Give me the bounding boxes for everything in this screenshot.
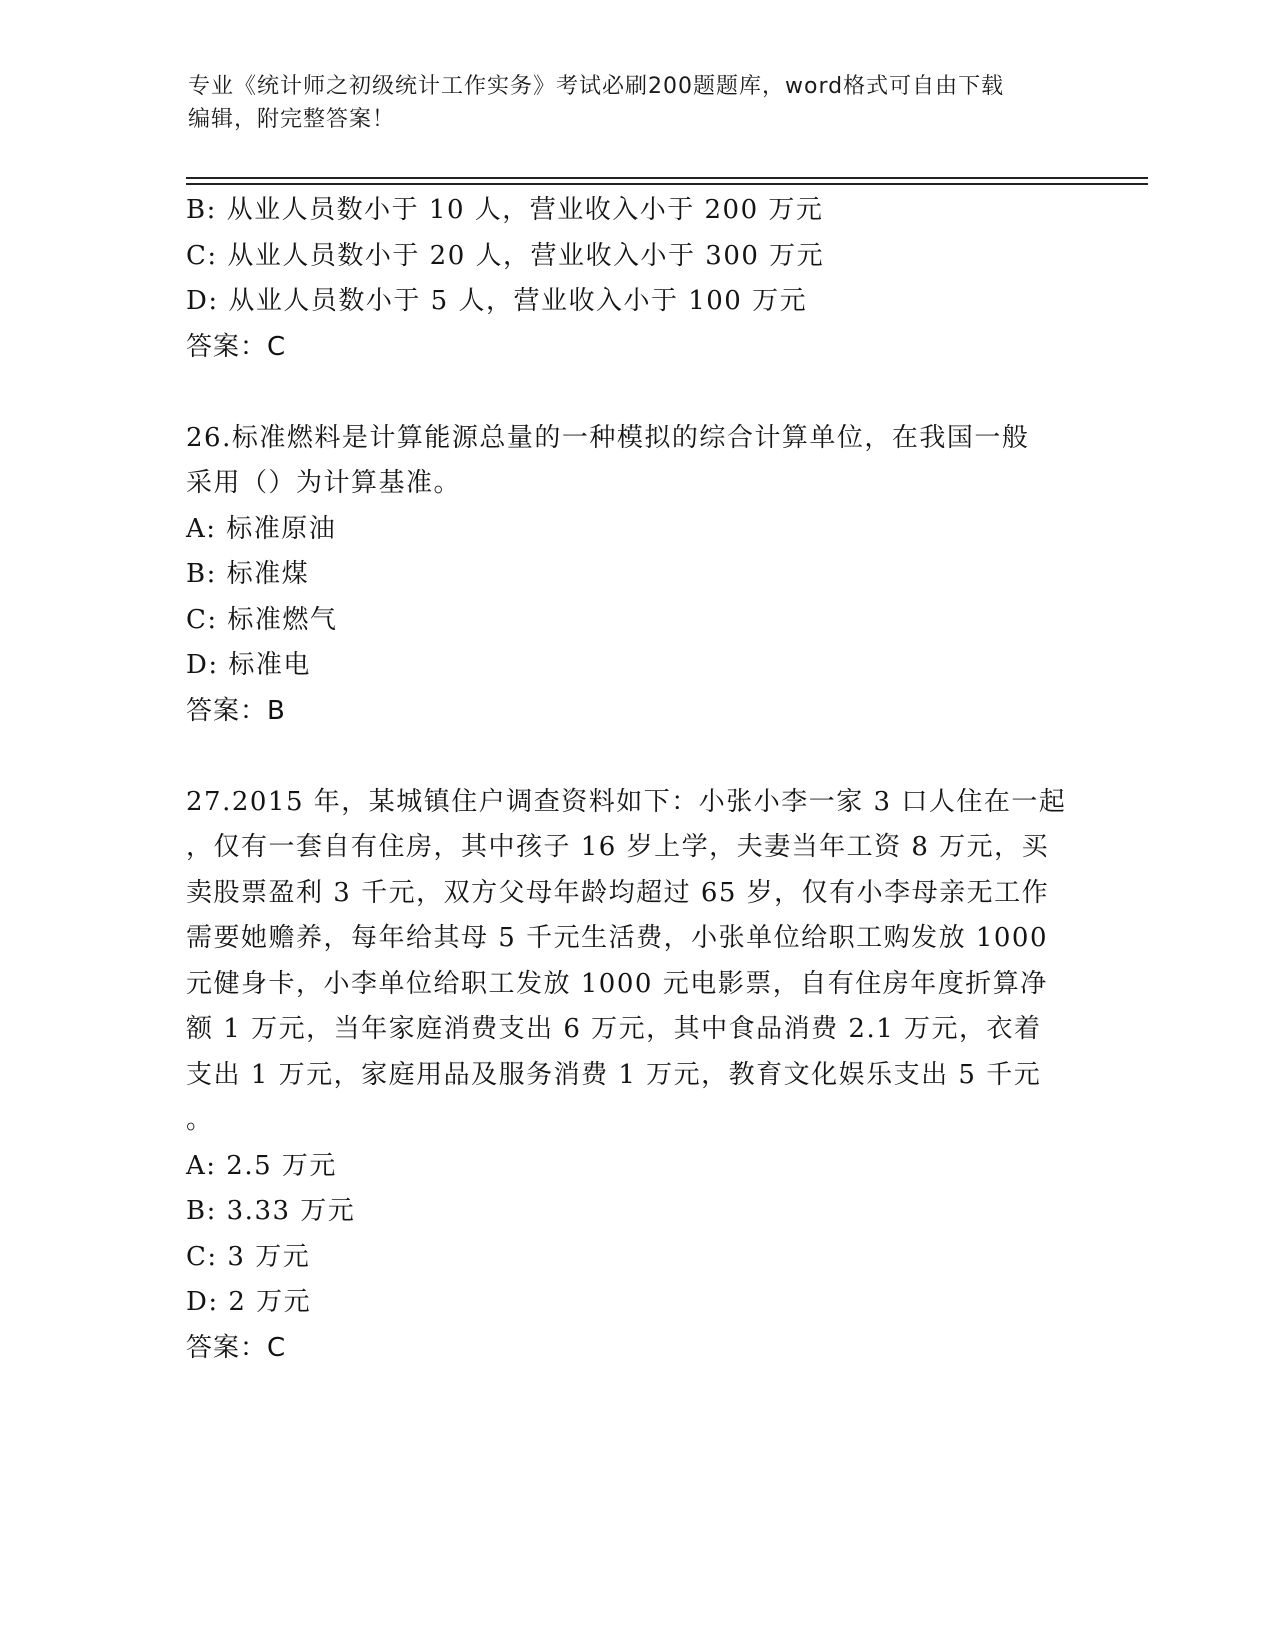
- question-stem-line: 支出 1 万元，家庭用品及服务消费 1 万元，教育文化娱乐支出 5 千元: [186, 1059, 1042, 1090]
- spacer: [186, 370, 1086, 416]
- question-stem-line: 元健身卡，小李单位给职工发放 1000 元电影票，自有住房年度折算净: [186, 968, 1048, 999]
- header-divider-bottom: [186, 183, 1148, 185]
- question-stem-line: ，仅有一套自有住房，其中孩子 16 岁上学，夫妻当年工资 8 万元，买: [186, 832, 1050, 862]
- option-b: B: 从业人员数小于 10 人，营业收入小于 200 万元: [186, 195, 824, 225]
- question-stem-line: 额 1 万元，当年家庭消费支出 6 万元，其中食品消费 2.1 万元，衣着: [186, 1014, 1042, 1044]
- header-line-2: 编辑，附完整答案！: [188, 107, 396, 132]
- question-stem-line: 27.2015 年，某城镇住户调查资料如下：小张小李一家 3 口人住在一起: [186, 786, 1067, 817]
- header-divider-top: [186, 177, 1148, 179]
- question-stem-line: 采用（）为计算基准。: [186, 468, 462, 498]
- question-27: [186, 780, 1086, 1372]
- option-d: D: 从业人员数小于 5 人，营业收入小于 100 万元: [186, 286, 808, 316]
- option-c: C: 3 万元: [186, 1241, 311, 1272]
- question-25-tail: [186, 188, 1086, 370]
- question-content: [186, 188, 1086, 1371]
- option-c: C: 从业人员数小于 20 人，营业收入小于 300 万元: [186, 240, 825, 271]
- answer-line: 答案：C: [186, 1332, 287, 1363]
- question-stem-line: 。: [186, 1105, 214, 1135]
- question-stem-line: 26.标准燃料是计算能源总量的一种模拟的综合计算单位，在我国一般: [186, 422, 1030, 453]
- answer-line: 答案：C: [186, 331, 287, 362]
- option-b: B: 标准煤: [186, 559, 310, 589]
- header-line-1: 专业《统计师之初级统计工作实务》考试必刷200题题库，word格式可自由下载: [188, 74, 1005, 99]
- question-26: [186, 416, 1086, 735]
- option-a: A: 标准原油: [186, 513, 337, 544]
- answer-line: 答案：B: [186, 695, 286, 726]
- question-stem-line: 需要她赡养，每年给其母 5 千元生活费，小张单位给职工购发放 1000: [186, 923, 1049, 953]
- document-header: [188, 70, 1068, 136]
- option-b: B: 3.33 万元: [186, 1196, 356, 1226]
- option-a: A: 2.5 万元: [186, 1150, 337, 1181]
- option-d: D: 标准电: [186, 650, 311, 680]
- spacer: [186, 734, 1086, 780]
- option-d: D: 2 万元: [186, 1287, 312, 1317]
- option-c: C: 标准燃气: [186, 604, 338, 635]
- question-stem-line: 卖股票盈利 3 千元，双方父母年龄均超过 65 岁，仅有小李母亲无工作: [186, 877, 1050, 908]
